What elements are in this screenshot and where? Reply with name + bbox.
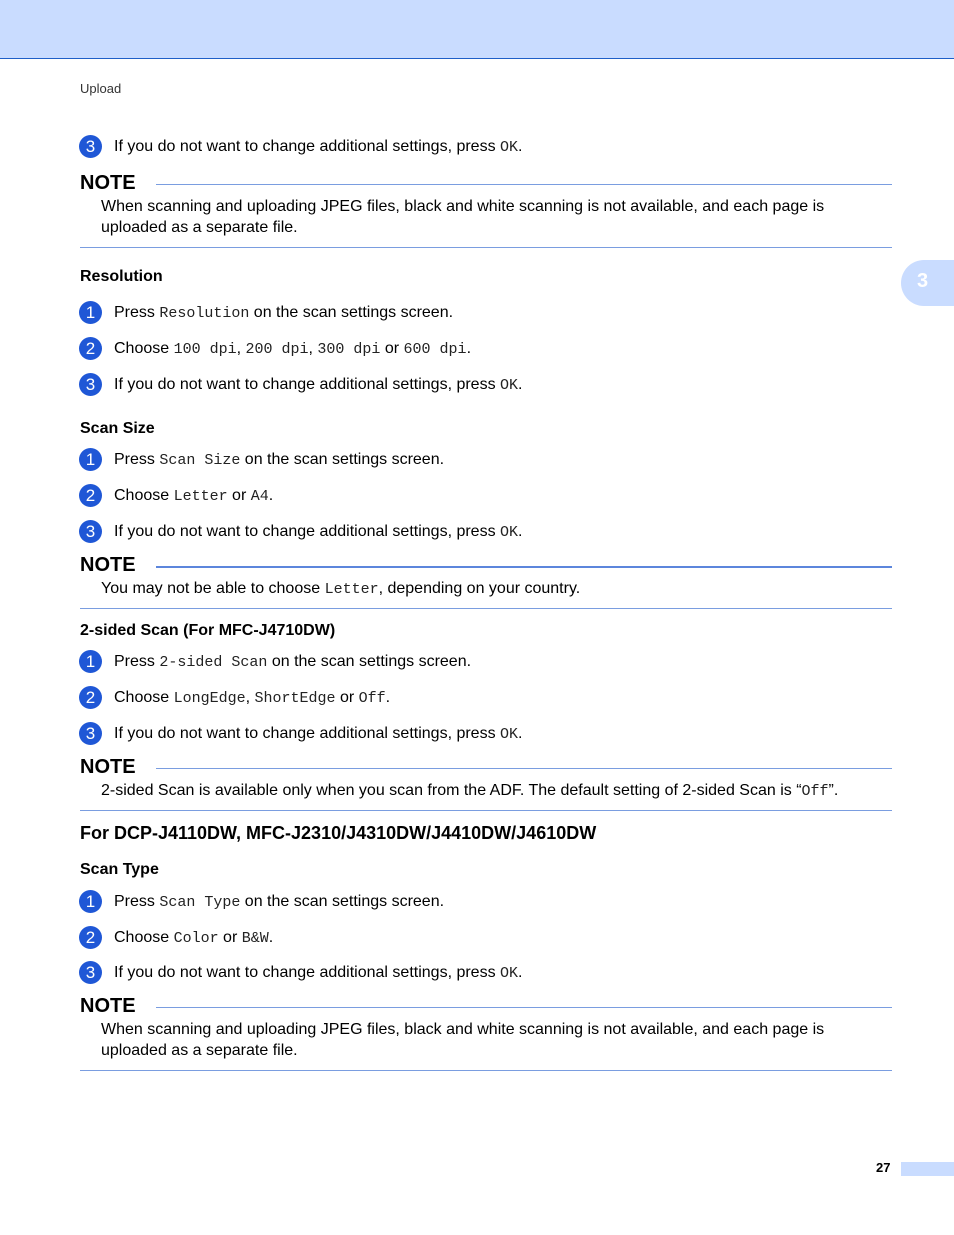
- section-heading: 2-sided Scan (For MFC-J4710DW): [80, 622, 336, 639]
- step-text: Choose Color or B&W.: [114, 929, 274, 947]
- ui-term: B&W: [241, 930, 269, 947]
- ui-term: ShortEdge: [254, 690, 336, 707]
- section-heading: Resolution: [80, 268, 163, 285]
- note-text: 2-sided Scan is available only when you scan from the ADF. The default setting of 2-sided Scan is “Off”.: [101, 782, 839, 800]
- note-text: You may not be able to choose Letter, depending on your country.: [101, 580, 581, 598]
- ui-term: Letter: [173, 488, 228, 505]
- note-box: [80, 554, 892, 609]
- note-rule: [156, 1007, 892, 1008]
- ui-term: 100 dpi: [173, 341, 237, 358]
- step-number-badge: 2: [79, 484, 102, 507]
- ui-term: LongEdge: [173, 690, 246, 707]
- ui-term: Color: [173, 930, 219, 947]
- running-title: Upload: [80, 81, 122, 96]
- note-rule: [156, 768, 892, 769]
- step-text: Press Scan Type on the scan settings screen.: [114, 893, 445, 911]
- step-text: If you do not want to change additional settings, press OK.: [114, 725, 523, 743]
- step-number-badge: 2: [79, 337, 102, 360]
- step-number-badge: 3: [79, 722, 102, 745]
- ui-term: Resolution: [159, 305, 250, 322]
- chapter-tab: [901, 260, 954, 306]
- ui-term: OK: [500, 139, 519, 156]
- step-text: Choose 100 dpi, 200 dpi, 300 dpi or 600 dpi.: [114, 340, 472, 358]
- step-text: If you do not want to change additional settings, press OK.: [114, 138, 523, 156]
- note-label: NOTE: [80, 172, 136, 194]
- step-number-badge: 1: [79, 301, 102, 324]
- header-bar: [0, 0, 954, 59]
- ui-term: A4: [250, 488, 269, 505]
- ui-term: Scan Type: [159, 894, 241, 911]
- note-box: [80, 756, 892, 811]
- note-box: [80, 995, 892, 1071]
- ui-term: Letter: [324, 581, 379, 598]
- note-bottom-rule: [80, 608, 892, 609]
- step-number-badge: 3: [79, 135, 102, 158]
- ui-term: OK: [500, 726, 519, 743]
- note-rule: [156, 184, 892, 185]
- step-number-badge: 3: [79, 373, 102, 396]
- step-number-badge: 3: [79, 520, 102, 543]
- ui-term: OK: [500, 524, 519, 541]
- step-text: Choose LongEdge, ShortEdge or Off.: [114, 689, 391, 707]
- chapter-number: 3: [917, 270, 929, 292]
- step-text: If you do not want to change additional settings, press OK.: [114, 964, 523, 982]
- note-box: [80, 172, 892, 248]
- step-number-badge: 1: [79, 448, 102, 471]
- ui-term: Off: [801, 783, 829, 800]
- step-text: Press Resolution on the scan settings screen.: [114, 304, 454, 322]
- step-number-badge: 1: [79, 650, 102, 673]
- step-number-badge: 2: [79, 926, 102, 949]
- ui-term: 2-sided Scan: [159, 654, 268, 671]
- step-text: Choose Letter or A4.: [114, 487, 274, 505]
- section-heading: Scan Size: [80, 420, 155, 437]
- note-text: When scanning and uploading JPEG files, black and white scanning is not available, and each page is uploaded as a separate file.: [101, 198, 825, 236]
- step-number-badge: 3: [79, 961, 102, 984]
- ui-term: 200 dpi: [245, 341, 309, 358]
- note-bottom-rule: [80, 1070, 892, 1071]
- step-text: Press 2-sided Scan on the scan settings screen.: [114, 653, 472, 671]
- page-tab: [901, 1162, 954, 1176]
- note-bottom-rule: [80, 810, 892, 811]
- step-text: If you do not want to change additional settings, press OK.: [114, 376, 523, 394]
- step-number-badge: 2: [79, 686, 102, 709]
- note-text: When scanning and uploading JPEG files, black and white scanning is not available, and each page is uploaded as a separate file.: [101, 1021, 825, 1059]
- note-rule: [156, 566, 892, 568]
- note-label: NOTE: [80, 756, 136, 778]
- ui-term: Scan Size: [159, 452, 241, 469]
- note-label: NOTE: [80, 995, 136, 1017]
- ui-term: 600 dpi: [403, 341, 467, 358]
- ui-term: 300 dpi: [317, 341, 381, 358]
- ui-term: OK: [500, 377, 519, 394]
- note-bottom-rule: [80, 247, 892, 248]
- step-text: Press Scan Size on the scan settings screen.: [114, 451, 445, 469]
- step-number-badge: 1: [79, 890, 102, 913]
- ui-term: OK: [500, 965, 519, 982]
- section-title: For DCP-J4110DW, MFC-J2310/J4310DW/J4410DW/J4610DW: [80, 823, 597, 843]
- ui-term: Off: [358, 690, 386, 707]
- note-label: NOTE: [80, 554, 136, 576]
- step-text: If you do not want to change additional settings, press OK.: [114, 523, 523, 541]
- section-heading: Scan Type: [80, 861, 159, 878]
- page-number: 27: [876, 1160, 891, 1175]
